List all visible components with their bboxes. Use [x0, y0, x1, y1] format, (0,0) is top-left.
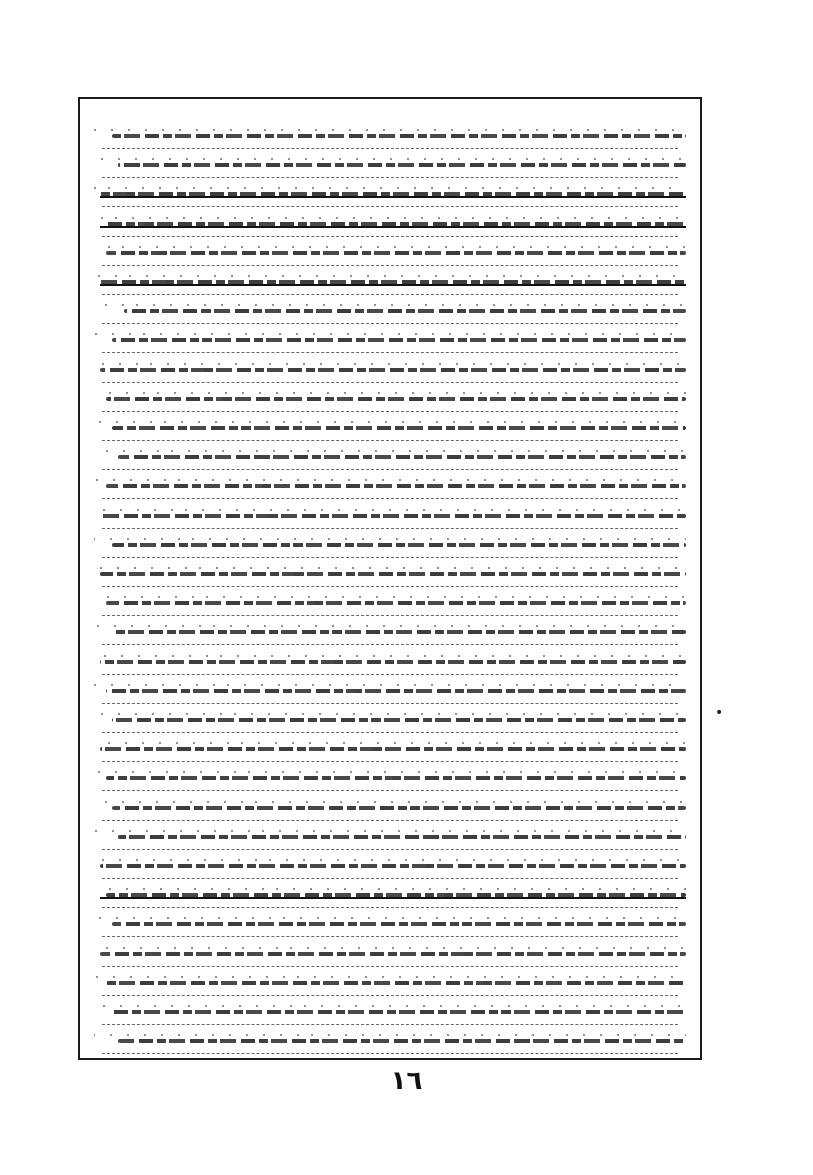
ruled-guideline	[102, 849, 678, 850]
ruled-guideline	[102, 265, 678, 266]
manuscript-line	[94, 676, 686, 706]
page-number: ١٦	[390, 1066, 423, 1096]
manuscript-line	[94, 939, 686, 969]
ruled-guideline	[102, 703, 678, 704]
handwriting-stroke	[106, 601, 686, 605]
diacritic-marks	[94, 888, 686, 890]
manuscript-page-frame	[78, 97, 702, 1060]
ruled-guideline	[102, 294, 678, 295]
ruled-guideline	[102, 820, 678, 821]
ruled-guideline	[102, 674, 678, 675]
handwriting-stroke	[118, 163, 686, 167]
manuscript-line	[94, 559, 686, 589]
ruled-guideline	[102, 236, 678, 237]
handwriting-stroke	[106, 484, 686, 488]
manuscript-line	[94, 851, 686, 881]
ruled-guideline	[102, 440, 678, 441]
handwriting-stroke	[106, 776, 686, 780]
manuscript-line	[94, 909, 686, 939]
ruled-guideline	[102, 557, 678, 558]
ruled-guideline	[102, 761, 678, 762]
handwriting-stroke	[106, 981, 686, 985]
manuscript-line	[94, 121, 686, 151]
diacritic-marks	[94, 596, 686, 598]
ruled-guideline	[102, 790, 678, 791]
handwriting-stroke	[100, 660, 686, 664]
diacritic-marks	[94, 217, 686, 219]
ruled-guideline	[102, 528, 678, 529]
ruled-guideline	[102, 382, 678, 383]
ruled-guideline	[102, 206, 678, 207]
diacritic-marks	[94, 509, 686, 511]
diacritic-marks	[94, 567, 686, 569]
ruled-guideline	[102, 148, 678, 149]
handwriting-stroke	[112, 543, 686, 547]
ruled-guideline	[102, 586, 678, 587]
manuscript-line	[94, 530, 686, 560]
manuscript-line	[94, 501, 686, 531]
diacritic-marks	[94, 655, 686, 657]
handwriting-stroke	[124, 309, 686, 313]
handwriting-stroke	[100, 747, 686, 751]
ruled-guideline	[102, 498, 678, 499]
diacritic-marks	[94, 246, 686, 248]
diacritic-marks	[94, 158, 686, 160]
diacritic-marks	[94, 363, 686, 365]
handwriting-stroke	[100, 864, 686, 868]
diacritic-marks	[94, 421, 686, 423]
strikethrough-line	[100, 196, 686, 198]
ruled-guideline	[102, 177, 678, 178]
manuscript-line	[94, 880, 686, 910]
diacritic-marks	[94, 1005, 686, 1007]
manuscript-line	[94, 647, 686, 677]
handwriting-stroke	[118, 835, 686, 839]
handwriting-stroke	[112, 806, 686, 810]
manuscript-line	[94, 588, 686, 618]
diacritic-marks	[94, 976, 686, 978]
diacritic-marks	[94, 830, 686, 832]
handwriting-stroke	[100, 952, 686, 956]
manuscript-line	[94, 325, 686, 355]
ruled-guideline	[102, 469, 678, 470]
ruled-guideline	[102, 644, 678, 645]
diacritic-marks	[94, 947, 686, 949]
manuscript-line	[94, 822, 686, 852]
ruled-guideline	[102, 352, 678, 353]
diacritic-marks	[94, 538, 686, 540]
handwriting-stroke	[100, 572, 686, 576]
manuscript-line	[94, 384, 686, 414]
manuscript-line	[94, 471, 686, 501]
diacritic-marks	[94, 275, 686, 277]
diacritic-marks	[94, 771, 686, 773]
ruled-guideline	[102, 966, 678, 967]
handwriting-stroke	[100, 514, 686, 518]
diacritic-marks	[94, 187, 686, 189]
diacritic-marks	[94, 801, 686, 803]
handwriting-stroke	[118, 1039, 686, 1043]
diacritic-marks	[94, 713, 686, 715]
ruled-guideline	[102, 907, 678, 908]
diacritic-marks	[94, 684, 686, 686]
strikethrough-line	[100, 226, 686, 228]
margin-dot: •	[715, 705, 724, 721]
diacritic-marks	[94, 479, 686, 481]
manuscript-line	[94, 209, 686, 239]
handwriting-stroke	[106, 397, 686, 401]
ruled-guideline	[102, 878, 678, 879]
handwriting-stroke	[112, 922, 686, 926]
manuscript-line	[94, 617, 686, 647]
manuscript-line	[94, 793, 686, 823]
manuscript-line	[94, 442, 686, 472]
ruled-guideline	[102, 936, 678, 937]
diacritic-marks	[94, 1034, 686, 1036]
ruled-guideline	[102, 1024, 678, 1025]
handwriting-stroke	[112, 134, 686, 138]
strikethrough-line	[100, 897, 686, 899]
handwriting-stroke	[106, 251, 686, 255]
handwriting-stroke	[112, 718, 686, 722]
ruled-guideline	[102, 1053, 678, 1054]
ruled-guideline	[102, 995, 678, 996]
handwriting-stroke	[112, 426, 686, 430]
ruled-guideline	[102, 615, 678, 616]
manuscript-line	[94, 355, 686, 385]
handwriting-stroke	[112, 338, 686, 342]
ruled-guideline	[102, 411, 678, 412]
manuscript-line	[94, 150, 686, 180]
manuscript-line	[94, 179, 686, 209]
ruled-guideline	[102, 732, 678, 733]
manuscript-line	[94, 705, 686, 735]
diacritic-marks	[94, 917, 686, 919]
diacritic-marks	[94, 625, 686, 627]
manuscript-line	[94, 267, 686, 297]
diacritic-marks	[94, 392, 686, 394]
manuscript-line	[94, 968, 686, 998]
diacritic-marks	[94, 450, 686, 452]
manuscript-line	[94, 997, 686, 1027]
manuscript-line	[94, 763, 686, 793]
handwriting-stroke	[100, 368, 686, 372]
diacritic-marks	[94, 304, 686, 306]
manuscript-line	[94, 1026, 686, 1056]
manuscript-line	[94, 296, 686, 326]
manuscript-line	[94, 734, 686, 764]
diacritic-marks	[94, 859, 686, 861]
manuscript-line	[94, 238, 686, 268]
diacritic-marks	[94, 333, 686, 335]
manuscript-line	[94, 413, 686, 443]
strikethrough-line	[100, 284, 686, 286]
handwriting-stroke	[112, 1010, 686, 1014]
handwriting-stroke	[112, 630, 686, 634]
diacritic-marks	[94, 129, 686, 131]
diacritic-marks	[94, 742, 686, 744]
manuscript-text-block	[94, 113, 686, 1044]
ruled-guideline	[102, 323, 678, 324]
handwriting-stroke	[118, 455, 686, 459]
handwriting-stroke	[106, 689, 686, 693]
